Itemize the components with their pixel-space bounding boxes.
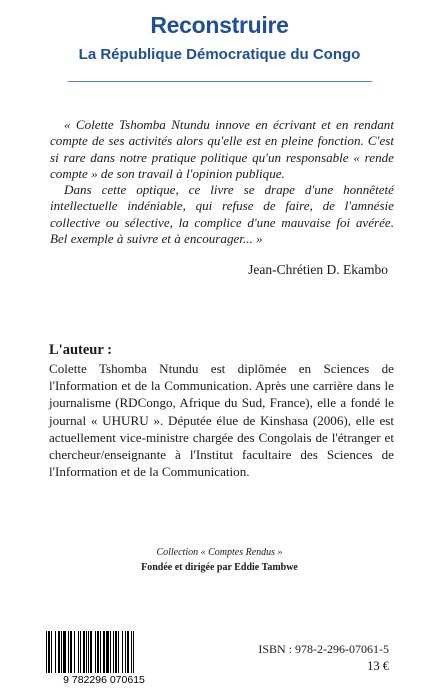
isbn: ISBN : 978-2-296-07061-5 [258, 642, 389, 656]
barcode-bar [131, 631, 132, 673]
collection-editor: Fondée et dirigée par Eddie Tambwe [141, 562, 298, 573]
barcode-bar [51, 631, 52, 673]
barcode-bar [70, 631, 72, 673]
barcode-bar [133, 631, 134, 673]
barcode-bar [86, 631, 87, 673]
barcode-bar [78, 631, 79, 673]
barcode-bar [61, 631, 62, 673]
quote-signature: Jean-Chrétien D. Ekambo [248, 262, 388, 277]
collection-name: Collection « Comptes Rendus » [156, 547, 283, 558]
barcode-bar [83, 631, 85, 673]
quote-paragraph: « Colette Tshomba Ntundu innove en écrivant et en rendant compte de ses activités alors qu'elle est en pleine fonction. C'est si rare dans notre pratique politique qu'un responsable « rende compte » de son travail à l'opinion publique. [50, 117, 394, 181]
barcode-bar [80, 631, 81, 673]
barcode-bar [100, 631, 101, 673]
barcode-bar [118, 631, 119, 673]
barcode-digits: 9 782296 070615 [63, 674, 145, 685]
barcode-bar [74, 631, 75, 673]
barcode-bar [88, 631, 89, 673]
barcode-bar [58, 631, 60, 673]
author-bio: Colette Tshomba Ntundu est diplômée en Sciences de l'Information et de la Communication. Après une carrière dans le journalisme (RDCongo, Afrique du Sud, France), elle a fondé le journal « UHURU ». Députée élue de Kinshasa (2006), elle est actuellement vice-ministre chargée des Congolais de l'étranger et chercheur/enseignante à l'Institut facultaire des Sciences de l'Information et de la Communication. [49, 361, 394, 480]
barcode-bar [122, 631, 123, 673]
barcode-bar [55, 631, 56, 673]
barcode-bar [103, 631, 105, 673]
blurb-quote [50, 117, 394, 247]
barcode-bar [48, 631, 50, 673]
title-divider [68, 81, 372, 82]
barcode-bar [95, 631, 96, 673]
barcode-bar [125, 631, 126, 673]
barcode-bar [63, 631, 66, 673]
barcode-bar [127, 631, 129, 673]
barcode-bar [90, 631, 92, 673]
barcode-bar [115, 631, 117, 673]
barcode [38, 631, 170, 685]
price: 13 € [367, 659, 389, 673]
book-title: Reconstruire [150, 12, 289, 38]
quote-paragraph: Dans cette optique, ce livre se drape d'une honnêteté intellectuelle indéniable, qui refuse de faire, de l'amnésie collective ou sélective, la complice d'une mauvaise foi avérée. Bel exemple à suivre et à encourager... » [50, 182, 394, 247]
book-subtitle: La République Démocratique du Congo [78, 46, 361, 63]
barcode-bar [113, 631, 114, 673]
barcode-bar [106, 631, 109, 673]
barcode-bar [110, 631, 111, 673]
author-heading: L'auteur : [49, 342, 112, 358]
barcode-bar [97, 631, 99, 673]
barcode-bar [68, 631, 69, 673]
barcode-bars [46, 631, 134, 673]
barcode-bar [46, 631, 47, 673]
